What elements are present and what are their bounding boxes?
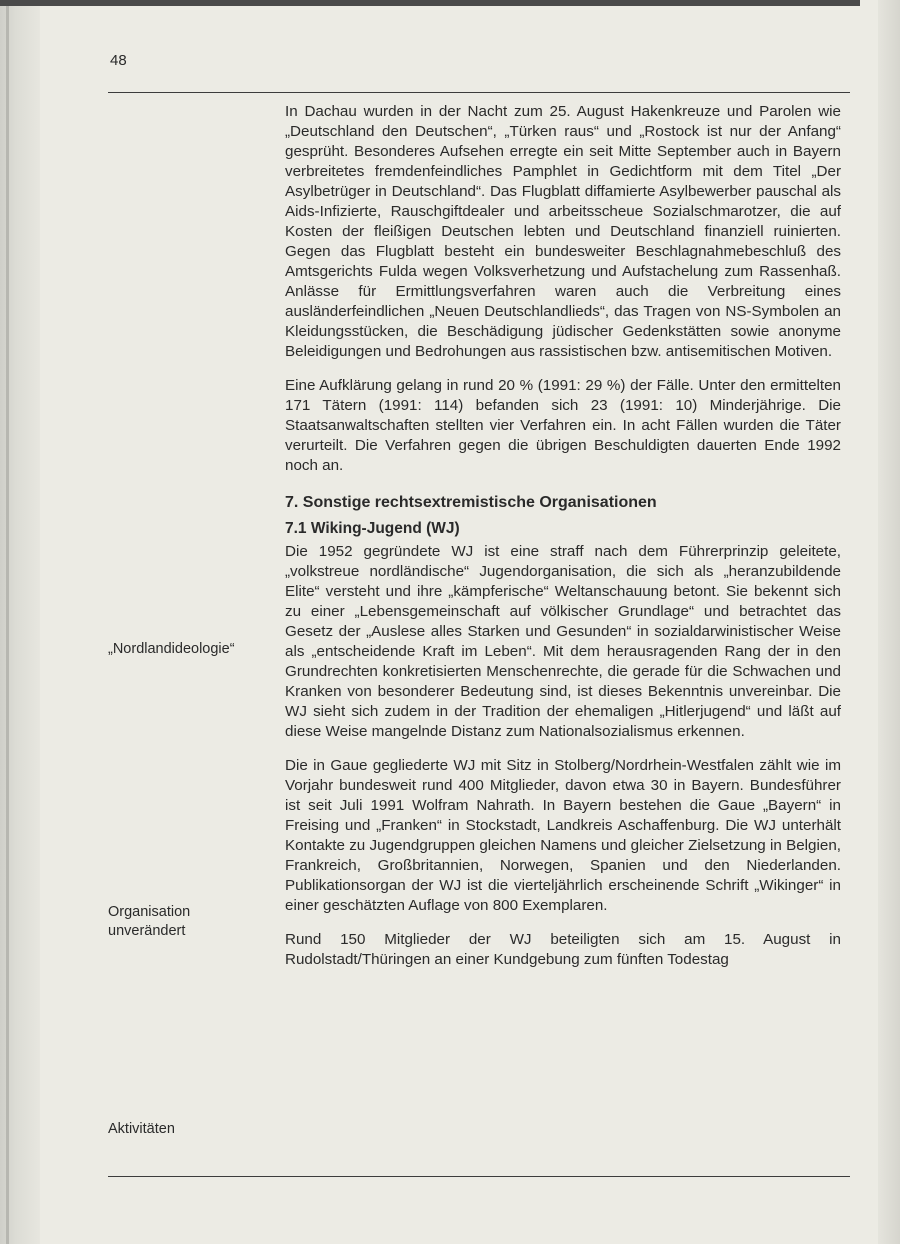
margin-note-aktivitaeten: Aktivitäten <box>108 1121 175 1137</box>
margin-note-organisation-line1: Organisation <box>108 904 191 920</box>
paragraph-wj-organisation: Die in Gaue gegliederte WJ mit Sitz in Stolberg/Nordrhein-Westfalen zählt wie im Vorjahr bundesweit rund 400 Mitglieder, davon etwa 30 in Bayern. Bundesführer ist seit Juli 1991 Wolfram Nahrath. In Bayern bestehen die Gaue „Bayern“ in Freising und „Franken“ in Stockstadt, Landkreis Aschaffenburg. Die WJ unterhält Kontakte zu Jugendgruppen gleichen Namens und gleicher Zielsetzung in Belgien, Frankreich, Großbritannien, Norwegen, Spanien und den Niederlanden. Publikationsorgan der WJ ist die vierteljährlich erscheinende Schrift „Wikinger“ in einer geschätzten Auflage von 800 Exemplaren. <box>285 757 841 914</box>
margin-note-organisation-line2: unverändert <box>108 923 186 939</box>
section-heading-7 <box>285 492 841 514</box>
paragraph-dachau: In Dachau wurden in der Nacht zum 25. August Hakenkreuze und Parolen wie „Deutschland den Deutschen“, „Türken raus“ und „Rostock ist nur der Anfang“ gesprüht. Besonderes Aufsehen erregte ein seit Mitte September auch in Bayern verbreitetes fremdenfeindliches Pamphlet in Gedichtform mit dem Titel „Der Asylbetrüger in Deutschland“. Das Flugblatt diffamierte Asylbewerber pauschal als Aids-Infizierte, Rauschgiftdealer und arbeitsscheue Sozialschmarotzer, die auf Kosten der fleißigen Deutschen lebten und Deutschland finanziell ruinierten. Gegen das Flugblatt besteht ein bundesweiter Beschlagnahmebeschluß des Amtsgerichts Fulda wegen Volksverhetzung und Aufstachelung zum Rassenhaß. Anlässe für Ermittlungsverfahren waren auch die Verbreitung eines ausländerfeindlichen „Neuen Deutschlandlieds“, das Tragen von NS-Symbolen an Kleidungsstücken, die Beschädigung jüdischer Gedenkstätten sowie anonyme Beleidigungen und Bedrohungen aus rassistischen bzw. antisemitischen Motiven. <box>285 103 841 360</box>
footer-rule <box>108 1176 850 1177</box>
section-7-number: 7. <box>285 494 299 511</box>
section-7-title: Sonstige rechtsextremistische Organisationen <box>302 494 657 511</box>
section-7-1-title: Wiking-Jugend (WJ) <box>310 520 460 537</box>
paragraph-wj-ideologie: Die 1952 gegründete WJ ist eine straff nach dem Führerprinzip geleitete, „volkstreue nordländische“ Jugendorganisation, die sich als „heranzubildende Elite“ versteht und ihre „kämpferische“ Weltanschauung betont. Sie bekennt sich zu einer „Lebensgemeinschaft auf völkischer Grundlage“ und betrachtet das Gesetz der „Auslese alles Starken und Gesunden“ in sozialdarwinistischer Weise als „entscheidende Kraft im Leben“. Mit dem herausragenden Rang der in den Grundrechten konkretisierten Menschenrechte, die gerade für die Schwachen und Kranken von besonderer Bedeutung sind, ist dieses Bekenntnis unvereinbar. Die WJ sieht sich zudem in der Tradition der ehemaligen „Hitlerjugend“ und läßt auf diese Weise mangelnde Distanz zum Nationalsozialismus erkennen. <box>285 543 841 740</box>
main-text-column <box>285 102 841 970</box>
page-binding-shadow <box>0 0 40 1244</box>
page-number: 48 <box>110 52 127 69</box>
section-7-1-number: 7.1 <box>285 520 307 537</box>
paragraph-wj-aktivitaeten: Rund 150 Mitglieder der WJ beteiligten sich am 15. August in Rudolstadt/Thüringen an einer Kundgebung zum fünften Todestag <box>285 931 841 968</box>
right-edge-shadow <box>878 0 900 1244</box>
paragraph-aufklaerung: Eine Aufklärung gelang in rund 20 % (1991: 29 %) der Fälle. Unter den ermittelten 171 Tätern (1991: 114) befanden sich 23 (1991: 10) Minderjährige. Die Staatsanwaltschaften stellten vier Verfahren ein. In acht Fällen wurden die Täter verurteilt. Die Verfahren gegen die übrigen Beschuldigten dauerten Ende 1992 noch an. <box>285 377 841 474</box>
section-heading-7-1 <box>285 518 841 540</box>
top-edge-shadow <box>0 0 860 6</box>
header-rule <box>108 92 850 93</box>
margin-note-nordlandideologie: „Nordlandideologie“ <box>108 641 235 657</box>
margin-note-organisation <box>108 903 278 941</box>
